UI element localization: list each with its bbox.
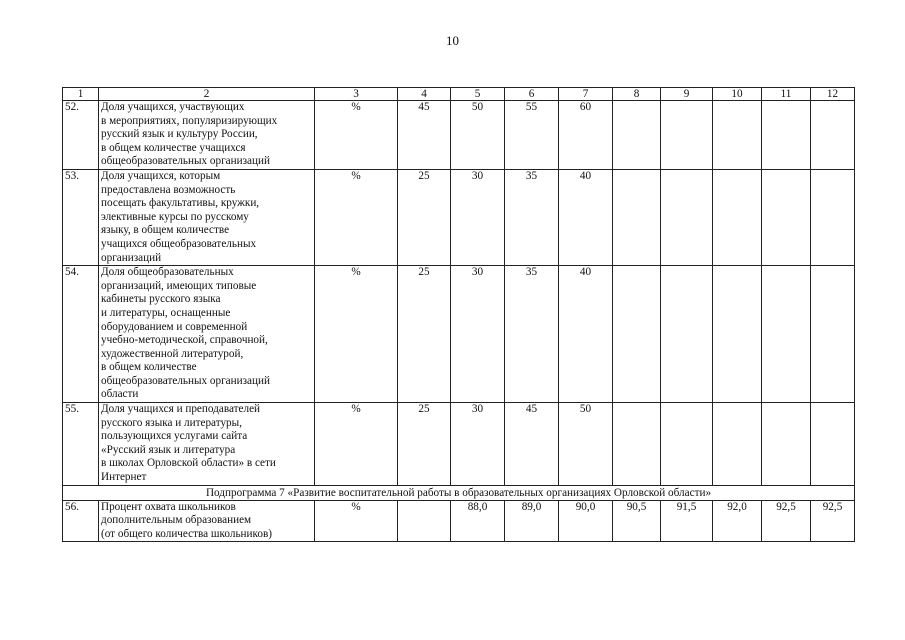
col-header-5: 5 — [451, 88, 505, 101]
description-line: «Русский язык и литература — [101, 443, 236, 456]
value-cell: 30 — [451, 403, 505, 486]
description-line: в школах Орловской области» в сети — [101, 457, 276, 470]
description-line: в общем количестве учащихся — [101, 141, 246, 154]
description-line: общеобразовательных организаций — [101, 374, 270, 387]
value-cell — [762, 101, 811, 170]
value-cell: 50 — [451, 101, 505, 170]
value-cell: 45 — [398, 101, 451, 170]
value-cell — [613, 169, 661, 265]
value-cell: 55 — [505, 101, 559, 170]
value-cell — [613, 403, 661, 486]
description-line: (от общего количества школьников) — [101, 527, 272, 540]
page-number: 10 — [446, 33, 459, 48]
value-cell: 90,0 — [559, 500, 613, 542]
table-row — [63, 266, 855, 403]
table-row — [63, 101, 855, 170]
description-line: предоставлена возможность — [101, 183, 236, 196]
description-line: пользующихся услугами сайта — [101, 430, 248, 443]
value-cell: 50 — [559, 403, 613, 486]
value-cell: 92,0 — [713, 500, 762, 542]
value-cell: 40 — [559, 169, 613, 265]
value-cell: 60 — [559, 101, 613, 170]
description-line: в общем количестве — [101, 361, 197, 374]
col-header-12: 12 — [811, 88, 855, 101]
description-line: Доля учащихся, которым — [101, 169, 221, 182]
value-cell: 30 — [451, 266, 505, 403]
description-line: в мероприятиях, популяризирующих — [101, 114, 278, 127]
value-cell — [713, 101, 762, 170]
unit-cell: % — [315, 266, 398, 403]
value-cell — [762, 169, 811, 265]
col-header-11: 11 — [762, 88, 811, 101]
description-line: языку, в общем количестве — [101, 224, 230, 237]
unit-cell: % — [315, 403, 398, 486]
indicator-description — [99, 169, 315, 265]
value-cell — [713, 403, 762, 486]
value-cell — [762, 266, 811, 403]
col-header-9: 9 — [661, 88, 713, 101]
column-number-row — [63, 88, 855, 101]
row-number: 54. — [63, 266, 99, 403]
description-line: оборудованием и современной — [101, 320, 248, 333]
value-cell — [811, 403, 855, 486]
value-cell: 35 — [505, 169, 559, 265]
table-row — [63, 403, 855, 486]
table-row — [63, 500, 855, 542]
value-cell — [661, 403, 713, 486]
indicator-description — [99, 266, 315, 403]
value-cell — [811, 101, 855, 170]
description-line: и литературы, оснащенные — [101, 306, 231, 319]
col-header-7: 7 — [559, 88, 613, 101]
description-line: организаций — [101, 251, 162, 264]
col-header-2: 2 — [99, 88, 315, 101]
value-cell — [811, 169, 855, 265]
col-header-6: 6 — [505, 88, 559, 101]
description-line: учебно-методической, справочной, — [101, 334, 268, 347]
description-line: Доля учащихся и преподавателей — [101, 403, 261, 416]
value-cell — [613, 101, 661, 170]
description-line: организаций, имеющих типовые — [101, 279, 257, 292]
description-line: дополнительным образованием — [101, 514, 252, 527]
description-line: русского языка и литературы, — [101, 416, 242, 429]
description-line: Доля учащихся, участвующих — [101, 101, 245, 113]
value-cell: 25 — [398, 169, 451, 265]
table-row — [63, 169, 855, 265]
description-line: художественной литературой, — [101, 347, 244, 360]
description-line: кабинеты русского языка — [101, 293, 221, 306]
description-line: области — [101, 388, 139, 401]
value-cell: 25 — [398, 266, 451, 403]
row-number: 55. — [63, 403, 99, 486]
value-cell — [661, 101, 713, 170]
col-header-10: 10 — [713, 88, 762, 101]
value-cell: 40 — [559, 266, 613, 403]
value-cell — [713, 266, 762, 403]
col-header-8: 8 — [613, 88, 661, 101]
value-cell: 45 — [505, 403, 559, 486]
col-header-3: 3 — [315, 88, 398, 101]
description-line: посещать факультативы, кружки, — [101, 197, 260, 210]
value-cell: 88,0 — [451, 500, 505, 542]
value-cell — [661, 169, 713, 265]
row-number: 56. — [63, 500, 99, 542]
description-line: Процент охвата школьников — [101, 500, 236, 513]
indicators-table — [62, 87, 855, 542]
description-line: учащихся общеобразовательных — [101, 237, 257, 250]
col-header-1: 1 — [63, 88, 99, 101]
description-line: Доля общеобразовательных — [101, 266, 234, 279]
value-cell — [398, 500, 451, 542]
value-cell: 30 — [451, 169, 505, 265]
value-cell — [713, 169, 762, 265]
value-cell — [762, 403, 811, 486]
value-cell: 35 — [505, 266, 559, 403]
unit-cell: % — [315, 500, 398, 542]
value-cell — [613, 266, 661, 403]
unit-cell: % — [315, 101, 398, 170]
subprogram-row — [63, 485, 855, 500]
value-cell: 89,0 — [505, 500, 559, 542]
row-number: 53. — [63, 169, 99, 265]
col-header-4: 4 — [398, 88, 451, 101]
subprogram-title: Подпрограмма 7 «Развитие воспитательной работы в образовательных организациях Орловской области» — [63, 485, 855, 500]
value-cell: 92,5 — [811, 500, 855, 542]
description-line: элективные курсы по русскому — [101, 210, 249, 223]
row-number: 52. — [63, 101, 99, 170]
value-cell: 90,5 — [613, 500, 661, 542]
value-cell — [661, 266, 713, 403]
value-cell: 92,5 — [762, 500, 811, 542]
unit-cell: % — [315, 169, 398, 265]
value-cell — [811, 266, 855, 403]
description-line: общеобразовательных организаций — [101, 155, 270, 168]
value-cell: 25 — [398, 403, 451, 486]
indicator-description — [99, 403, 315, 486]
indicator-description — [99, 500, 315, 542]
indicator-description — [99, 101, 315, 170]
description-line: русский язык и культуру России, — [101, 128, 258, 141]
description-line: Интернет — [101, 471, 147, 484]
value-cell: 91,5 — [661, 500, 713, 542]
